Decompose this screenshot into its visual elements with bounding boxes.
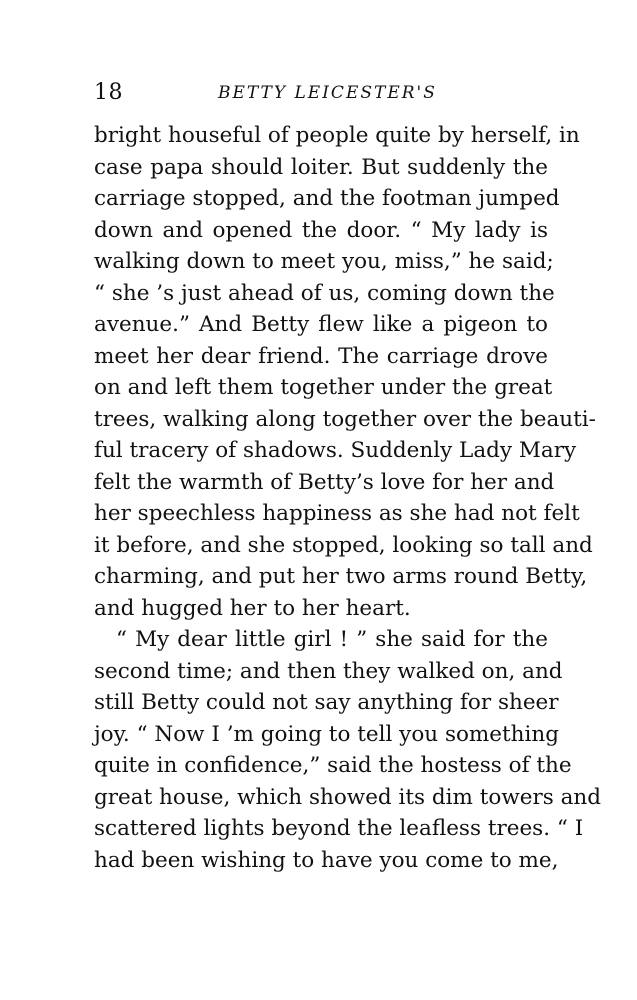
body-text bbox=[94, 120, 602, 876]
text-line: and hugged her to her heart. bbox=[94, 595, 411, 621]
text-line: felt the warmth of Betty’s love for her and bbox=[94, 469, 555, 495]
text-line: case papa should loiter. But suddenly the bbox=[94, 154, 548, 180]
text-line: scattered lights beyond the leafless trees. “ I bbox=[94, 816, 584, 841]
running-title: BETTY LEICESTER'S bbox=[218, 83, 437, 103]
text-line: “ My dear little girl ! ” she said for the bbox=[116, 627, 548, 652]
text-line: ful tracery of shadows. Suddenly Lady Mary bbox=[94, 438, 577, 463]
text-line: bright houseful of people quite by herself, in bbox=[94, 123, 580, 148]
text-line: avenue.” And Betty flew like a pigeon to bbox=[94, 312, 548, 337]
text-line: joy. “ Now I ’m going to tell you something bbox=[94, 721, 560, 747]
text-line: it before, and she stopped, looking so tall and bbox=[94, 532, 593, 558]
text-line: down and opened the door. “ My lady is bbox=[94, 217, 548, 243]
text-line: still Betty could not say anything for sheer bbox=[94, 690, 559, 715]
text-line: quite in confidence,” said the hostess of the bbox=[94, 753, 572, 778]
text-line: “ she ’s just ahead of us, coming down the bbox=[94, 280, 555, 306]
text-line: her speechless happiness as she had not felt bbox=[94, 501, 580, 526]
text-line: trees, walking along together over the beauti- bbox=[94, 406, 596, 432]
text-line: walking down to meet you, miss,” he said; bbox=[94, 249, 554, 274]
text-line: second time; and then they walked on, and bbox=[94, 658, 563, 684]
page-number: 18 bbox=[94, 80, 123, 105]
text-line: on and left them together under the great bbox=[94, 375, 553, 400]
text-line: great house, which showed its dim towers and bbox=[94, 784, 602, 810]
page-header bbox=[94, 80, 549, 110]
text-line: charming, and put her two arms round Betty, bbox=[94, 564, 588, 589]
text-line: had been wishing to have you come to me, bbox=[94, 847, 559, 873]
text-line: carriage stopped, and the footman jumped bbox=[94, 186, 560, 211]
text-line: meet her dear friend. The carriage drove bbox=[94, 343, 548, 369]
